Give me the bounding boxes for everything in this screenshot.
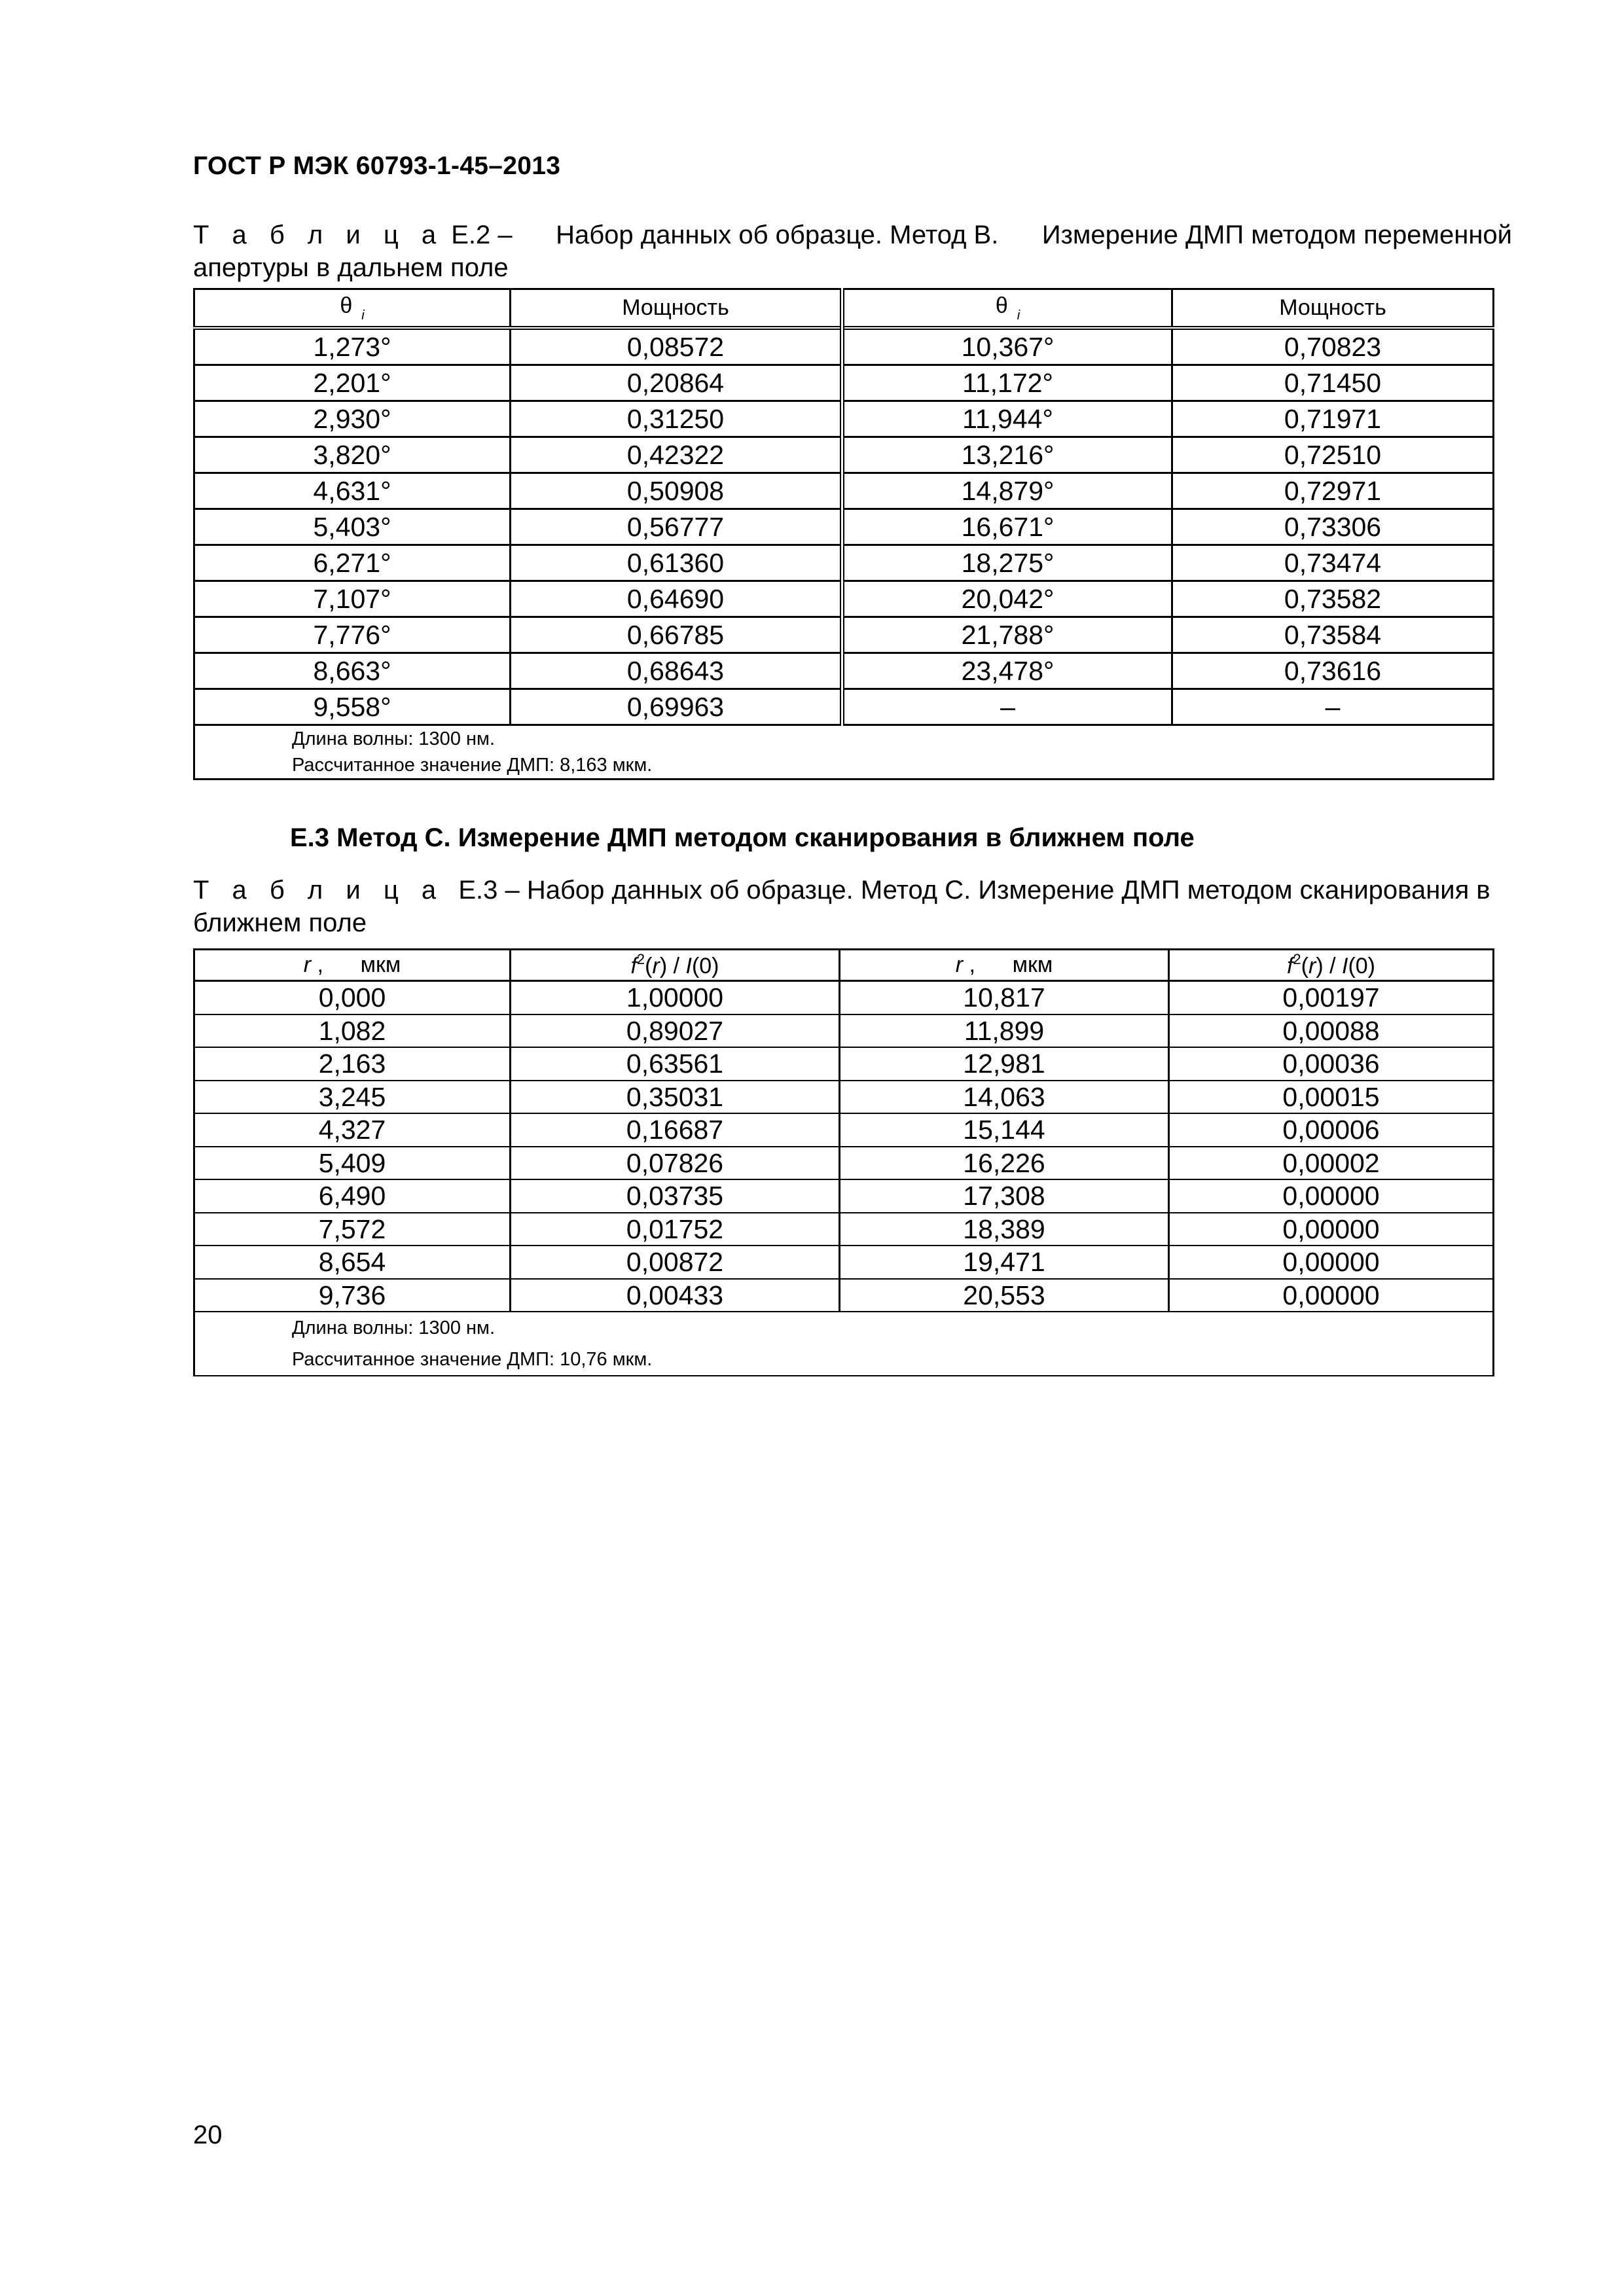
table-cell: 18,389: [840, 1213, 1169, 1246]
table-cell: 1,273°: [194, 328, 511, 365]
table-cell: 6,490: [194, 1179, 511, 1213]
table-cell: 9,736: [194, 1279, 511, 1312]
table-cell: 2,930°: [194, 401, 511, 437]
table-cell: 10,817: [840, 981, 1169, 1014]
table-cell: 0,00006: [1169, 1113, 1494, 1147]
table-row: [194, 545, 1494, 581]
table-cell: 0,72971: [1172, 473, 1494, 509]
table-cell: 0,42322: [511, 437, 842, 473]
table-cell: 0,00036: [1169, 1047, 1494, 1081]
table-cell: 23,478°: [842, 653, 1172, 689]
caption-number: Е.2 –: [444, 221, 513, 249]
table-cell: 0,03735: [511, 1179, 840, 1213]
table-cell: 0,00197: [1169, 981, 1494, 1014]
table-cell: 0,73616: [1172, 653, 1494, 689]
table-row: [194, 473, 1494, 509]
table-header-row: [194, 950, 1494, 981]
table-row: [194, 1113, 1494, 1147]
table-e3-caption: [193, 874, 1512, 939]
table-cell: –: [842, 689, 1172, 725]
table-cell: 0,69963: [511, 689, 842, 725]
table-cell: 16,671°: [842, 509, 1172, 545]
table-cell: 2,201°: [194, 365, 511, 401]
table-cell: 0,73584: [1172, 617, 1494, 653]
caption-line2: ближнем поле: [193, 908, 367, 937]
table-cell: 0,66785: [511, 617, 842, 653]
table-cell: 17,308: [840, 1179, 1169, 1213]
table-cell: 0,00872: [511, 1246, 840, 1279]
table-cell: 0,00000: [1169, 1213, 1494, 1246]
table-cell: 0,61360: [511, 545, 842, 581]
table-row: [194, 1014, 1494, 1048]
caption-prefix: Т а б л и ц а: [193, 221, 444, 249]
table-cell: 0,50908: [511, 473, 842, 509]
table-cell: 20,042°: [842, 581, 1172, 617]
table-cell: 3,820°: [194, 437, 511, 473]
table-cell: 4,327: [194, 1113, 511, 1147]
document-header: ГОСТ Р МЭК 60793-1-45–2013: [193, 152, 561, 180]
table-row: [194, 1246, 1494, 1279]
table-cell: 0,00000: [1169, 1179, 1494, 1213]
header-intensity-ratio: $f^2(r) / I(0)$: [1169, 950, 1494, 981]
table-cell: 19,471: [840, 1246, 1169, 1279]
table-cell: –: [1172, 689, 1494, 725]
note-calculated-value: Рассчитанное значение ДМП: 8,163 мкм.: [292, 755, 653, 776]
table-cell: 0,73306: [1172, 509, 1494, 545]
table-cell: 8,663°: [194, 653, 511, 689]
table-cell: 0,72510: [1172, 437, 1494, 473]
table-cell: 0,01752: [511, 1213, 840, 1246]
caption-number: Е.3 –: [444, 876, 520, 905]
header-power: Мощность: [1172, 289, 1494, 329]
table-cell: 0,08572: [511, 328, 842, 365]
table-row: [194, 509, 1494, 545]
table-cell: 12,981: [840, 1047, 1169, 1081]
table-cell: 0,71971: [1172, 401, 1494, 437]
table-cell: 14,879°: [842, 473, 1172, 509]
table-cell: 0,00002: [1169, 1147, 1494, 1180]
table-row: [194, 328, 1494, 365]
table-row: [194, 981, 1494, 1014]
header-intensity-ratio: $f^2(r) / I(0)$: [511, 950, 840, 981]
table-header-row: [194, 289, 1494, 329]
table-e3: [193, 948, 1494, 1376]
table-row: [194, 1147, 1494, 1180]
header-theta: θ $_i$: [842, 289, 1172, 329]
table-cell: 11,944°: [842, 401, 1172, 437]
note-calculated-value: Рассчитанное значение ДМП: 10,76 мкм.: [292, 1349, 653, 1370]
table-cell: 0,00433: [511, 1279, 840, 1312]
table-cell: 0,31250: [511, 401, 842, 437]
table-row: [194, 1179, 1494, 1213]
table-cell: 0,73582: [1172, 581, 1494, 617]
table-cell: 3,245: [194, 1081, 511, 1114]
header-power: Мощность: [511, 289, 842, 329]
table-row: [194, 437, 1494, 473]
caption-text-b: Измерение ДМП методом переменной: [1041, 221, 1512, 249]
table-cell: 0,35031: [511, 1081, 840, 1114]
table-cell: 1,00000: [511, 981, 840, 1014]
table-cell: 7,107°: [194, 581, 511, 617]
table-note-row: [194, 725, 1494, 780]
header-radius: r , мкм: [840, 950, 1169, 981]
table-row: [194, 581, 1494, 617]
note-wavelength: Длина волны: 1300 нм.: [292, 728, 496, 749]
table-cell: 7,776°: [194, 617, 511, 653]
note-wavelength: Длина волны: 1300 нм.: [292, 1318, 496, 1338]
table-cell: 10,367°: [842, 328, 1172, 365]
table-cell: 8,654: [194, 1246, 511, 1279]
table-row: [194, 365, 1494, 401]
table-cell: 11,172°: [842, 365, 1172, 401]
table-cell: 0,00000: [1169, 1246, 1494, 1279]
table-cell: 0,71450: [1172, 365, 1494, 401]
table-cell: 6,271°: [194, 545, 511, 581]
table-cell: 21,788°: [842, 617, 1172, 653]
table-e2: [193, 288, 1494, 780]
table-row: [194, 1081, 1494, 1114]
caption-text-a: Набор данных об образце. Метод В.: [556, 221, 999, 249]
table-note-row: [194, 1312, 1494, 1376]
table-cell: 0,07826: [511, 1147, 840, 1180]
table-row: [194, 653, 1494, 689]
header-radius: r , мкм: [194, 950, 511, 981]
table-cell: 16,226: [840, 1147, 1169, 1180]
table-row: [194, 1279, 1494, 1312]
caption-line2: апертуры в дальнем поле: [193, 253, 509, 282]
table-cell: 0,16687: [511, 1113, 840, 1147]
table-cell: 18,275°: [842, 545, 1172, 581]
table-cell: 0,73474: [1172, 545, 1494, 581]
table-cell: 0,89027: [511, 1014, 840, 1048]
table-cell: 7,572: [194, 1213, 511, 1246]
table-cell: 4,631°: [194, 473, 511, 509]
table-row: [194, 1213, 1494, 1246]
page-number: 20: [193, 2121, 223, 2149]
table-row: [194, 689, 1494, 725]
table-cell: 0,56777: [511, 509, 842, 545]
table-cell: 0,000: [194, 981, 511, 1014]
table-cell: 0,00088: [1169, 1014, 1494, 1048]
table-cell: 5,409: [194, 1147, 511, 1180]
header-theta: θ $_i$: [194, 289, 511, 329]
table-cell: 0,64690: [511, 581, 842, 617]
table-cell: 0,70823: [1172, 328, 1494, 365]
table-cell: 11,899: [840, 1014, 1169, 1048]
table-note: [194, 725, 1494, 780]
table-cell: 14,063: [840, 1081, 1169, 1114]
table-cell: 0,68643: [511, 653, 842, 689]
table-e2-caption: [193, 219, 1512, 284]
section-heading: Е.3 Метод С. Измерение ДМП методом сканирования в ближнем поле: [290, 823, 1195, 852]
table-cell: 5,403°: [194, 509, 511, 545]
table-note: [194, 1312, 1494, 1376]
table-row: [194, 617, 1494, 653]
table-cell: 13,216°: [842, 437, 1172, 473]
caption-prefix: Т а б л и ц а: [193, 876, 444, 905]
table-row: [194, 1047, 1494, 1081]
caption-text-a: Набор данных об образце. Метод С. Измерение ДМП методом сканирования в: [526, 876, 1490, 905]
table-cell: 0,00000: [1169, 1279, 1494, 1312]
table-cell: 0,63561: [511, 1047, 840, 1081]
table-cell: 0,00015: [1169, 1081, 1494, 1114]
table-row: [194, 401, 1494, 437]
table-cell: 1,082: [194, 1014, 511, 1048]
table-cell: 2,163: [194, 1047, 511, 1081]
table-cell: 9,558°: [194, 689, 511, 725]
table-cell: 15,144: [840, 1113, 1169, 1147]
table-cell: 0,20864: [511, 365, 842, 401]
table-cell: 20,553: [840, 1279, 1169, 1312]
